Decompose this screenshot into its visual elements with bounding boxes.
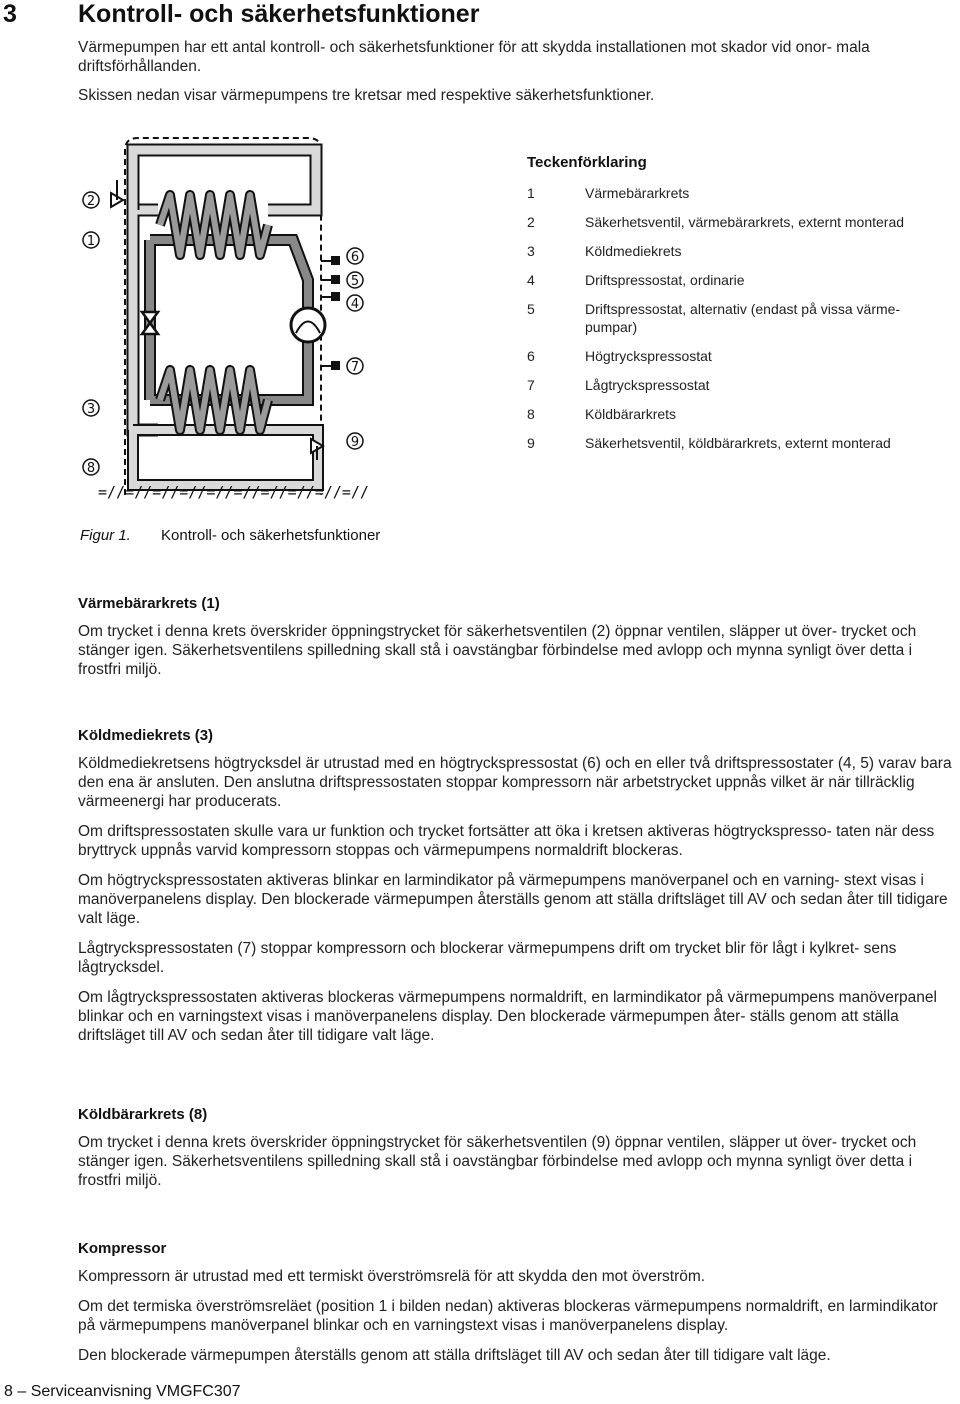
- legend-item: [527, 271, 947, 289]
- legend-heading: Teckenförklaring: [527, 154, 647, 171]
- svg-text:9: 9: [350, 435, 360, 450]
- section-paragraph: Om driftspressostaten skulle vara ur funktion och trycket fortsätter att öka i kretsen aktiveras högtryckspresso- taten när dess bryttryck uppnås varvid kompressorn stoppas och värmepumpens normaldrift blockeras.: [78, 823, 935, 859]
- legend-text: Lågtryckspressostat: [585, 377, 710, 393]
- legend-number: 7: [527, 377, 535, 393]
- legend-number: 4: [527, 272, 535, 288]
- brine-circuit: [133, 430, 318, 485]
- legend-number: 5: [527, 301, 535, 317]
- legend-text: Köldbärarkrets: [585, 406, 677, 422]
- section-compressor: [78, 1240, 958, 1376]
- page-footer: 8 – Serviceanvisning VMGFC307: [4, 1383, 241, 1400]
- legend-text: Säkerhetsventil, värmebärarkrets, externt monterad: [585, 214, 905, 230]
- legend-item: [527, 242, 947, 260]
- caption-label: Figur 1.: [80, 527, 131, 544]
- marker-2: [83, 192, 99, 209]
- svg-text:8: 8: [86, 461, 96, 476]
- svg-text:4: 4: [350, 297, 360, 312]
- svg-text:6: 6: [350, 250, 360, 265]
- section-brine: [78, 1106, 958, 1201]
- legend-number: 9: [527, 435, 535, 451]
- compressor-symbol: [291, 308, 325, 342]
- chapter-header: [0, 0, 960, 30]
- section-paragraph: Köldmediekretsens högtrycksdel är utrustad med en högtryckspressostat (6) och en eller två driftspressostater (4, 5) varav bara den ena är ansluten. Den anslutna driftspressostaten stoppar kompressorn när arbetstrycket uppnås vilket är när tillräcklig värmeenergi har producerats.: [78, 755, 952, 810]
- marker-3: [83, 400, 99, 417]
- marker-7: [347, 358, 363, 375]
- legend-list: [527, 184, 947, 452]
- legend-number: 8: [527, 406, 535, 422]
- section-paragraph: Lågtryckspressostaten (7) stoppar kompressorn och blockerar värmepumpens drift om trycket blir för lågt i kylkret- sens lågtrycksdel.: [78, 940, 897, 976]
- legend-number: 2: [527, 214, 535, 230]
- svg-text:2: 2: [86, 194, 96, 209]
- legend-item: [527, 213, 947, 231]
- marker-5: [347, 272, 363, 289]
- legend-text: Högtryckspressostat: [585, 348, 712, 364]
- section-heading: Värmebärarkrets (1): [78, 595, 220, 612]
- pressostat-sensors: [321, 257, 339, 369]
- marker-1: [83, 232, 99, 249]
- legend-text: Driftspressostat, ordinarie: [585, 272, 745, 288]
- chapter-number: 3: [3, 0, 17, 28]
- legend-item: [527, 405, 947, 423]
- legend-item: [527, 300, 947, 336]
- marker-8: [83, 459, 99, 476]
- section-paragraph: Den blockerade värmepumpen återställs genom att ställa driftsläget till AV och sedan åter till tidigare valt läge.: [78, 1347, 831, 1364]
- svg-text:1: 1: [86, 234, 96, 249]
- section-heading: Kompressor: [78, 1240, 167, 1257]
- caption-text: Kontroll- och säkerhetsfunktioner: [161, 527, 381, 544]
- marker-9: [347, 433, 363, 450]
- legend-number: 1: [527, 185, 535, 201]
- marker-4: [347, 295, 363, 312]
- section-paragraph: Om det termiska överströmsreläet (position 1 i bilden nedan) aktiveras blockeras värmepumpens normaldrift, en larmindikator på värmepumpens manöverpanel blinkar och en varningstext visas i manöverpanelens display.: [78, 1298, 938, 1334]
- intro-paragraph: Skissen nedan visar värmepumpens tre kretsar med respektive säkerhetsfunktioner.: [78, 87, 655, 104]
- legend-number: 3: [527, 243, 535, 259]
- legend-number: 6: [527, 348, 535, 364]
- section-heading: Köldmediekrets (3): [78, 727, 214, 744]
- section-heading: Köldbärarkrets (8): [78, 1106, 208, 1123]
- section-paragraph: Om trycket i denna krets överskrider öppningstrycket för säkerhetsventilen (9) öppnar ventilen, släpper ut över- trycket och stänger igen. Säkerhetsventilens spilledning skall stå i oavstängbar förbindelse med avlopp och mynna synligt över detta i frostfri miljö.: [78, 1134, 917, 1189]
- intro-paragraph: Värmepumpen har ett antal kontroll- och säkerhetsfunktioner för att skydda installationen mot skador vid onor- mala driftsförhållanden.: [78, 39, 870, 75]
- chapter-title: Kontroll- och säkerhetsfunktioner: [78, 0, 480, 28]
- circuit-diagram: [78, 130, 369, 502]
- section-heat-carrier: [78, 595, 958, 690]
- section-paragraph: Om lågtryckspressostaten aktiveras blockeras värmepumpens normaldrift, en larmindikator på värmepumpens manöverpanel blinkar och en varningstext visas i manöverpanelens display. Den blockerade värmepumpen åter- ställs genom att ställa driftsläget till AV och sedan åter till tidigare valt läge.: [78, 989, 937, 1044]
- section-paragraph: Om trycket i denna krets överskrider öppningstrycket för säkerhetsventilen (2) öppnar ventilen, släpper ut över- trycket och stänger igen. Säkerhetsventilens spilledning skall stå i oavstängbar förbindelse med avlopp och mynna synligt över detta i frostfri miljö.: [78, 623, 917, 678]
- section-paragraph: Kompressorn är utrustad med ett termiskt överströmsrelä för att skydda den mot överström.: [78, 1268, 706, 1285]
- svg-text:3: 3: [86, 402, 96, 417]
- circuit-diagram-svg: [78, 130, 369, 502]
- section-refrigerant: [78, 727, 958, 1056]
- legend-text: Köldmediekrets: [585, 243, 682, 259]
- legend-text: Säkerhetsventil, köldbärarkrets, externt monterad: [585, 435, 891, 451]
- svg-text:7: 7: [350, 360, 360, 375]
- marker-6: [347, 248, 363, 265]
- figure-legend: [527, 154, 947, 463]
- svg-text:5: 5: [350, 274, 360, 289]
- section-paragraph: Om högtryckspressostaten aktiveras blinkar en larmindikator på värmepumpens manöverpanel och en varning- stext visas i manöverpanelens display. Den blockerade värmepumpen återställs genom att ställa driftsläget till AV och sedan åter till tidigare valt läge.: [78, 872, 948, 927]
- legend-item: [527, 347, 947, 365]
- legend-text: Värmebärarkrets: [585, 185, 690, 201]
- legend-item: [527, 184, 947, 202]
- ground-hatch: =//=//=//=//=//=//=//=//=//=//: [98, 483, 369, 501]
- figure-caption: [80, 527, 381, 544]
- legend-text: Driftspressostat, alternativ (endast på vissa värme- pumpar): [585, 301, 901, 335]
- legend-item: [527, 376, 947, 394]
- legend-item: [527, 434, 947, 452]
